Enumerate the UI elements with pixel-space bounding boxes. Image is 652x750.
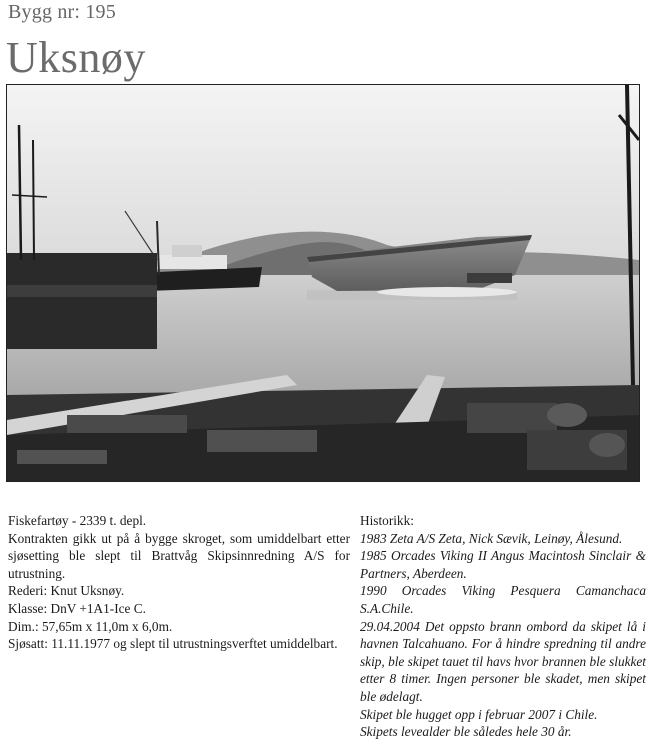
launch-photo [6,84,640,482]
class: Klasse: DnV +1A1-Ice C. [8,600,146,616]
build-number: Bygg nr: 195 [8,1,116,23]
history-entry: Skipets levealder ble således hele 30 år. [360,724,572,740]
history-entry: 1983 Zeta A/S Zeta, Nick Sævik, Leinøy, Ålesund. [360,530,623,546]
history-entry: Skipet ble hugget opp i februar 2007 i Chile. [360,706,598,722]
history-heading: Historikk: [360,513,414,528]
dimensions: Dim.: 57,65m x 11,0m x 6,0m. [8,618,173,634]
history-entry: 1985 Orcades Viking II Angus Macintosh Sinclair & Partners, Aberdeen. [360,548,646,581]
history-entry: 1990 Orcades Viking Pesquera Camanchaca S.A.Chile. [360,583,646,616]
history-entry: 29.04.2004 Det oppsto brann ombord da skipet lå i havnen Talcahuano. For å hindre spredning til andre skip, ble skipet tauet til havs hvor brannen ble slukket etter 8 timer. Ingen personer ble skadet, men skipet ble ødelagt. [360,618,646,704]
history-column [360,512,646,741]
ship-title: Uksnøy [6,33,146,82]
specifications-column [8,512,350,653]
vessel-type: Fiskefartøy - 2339 t. depl. [8,513,147,528]
launch-date: Sjøsatt: 11.11.1977 og slept til utrustningsverftet umiddelbart. [8,636,338,652]
owner: Rederi: Knut Uksnøy. [8,583,125,599]
contract-text: Kontrakten gikk ut på å bygge skroget, som umiddelbart etter sjøsetting ble slept til Brattvåg Skipsinnredning A/S for utrustning. [8,530,350,581]
